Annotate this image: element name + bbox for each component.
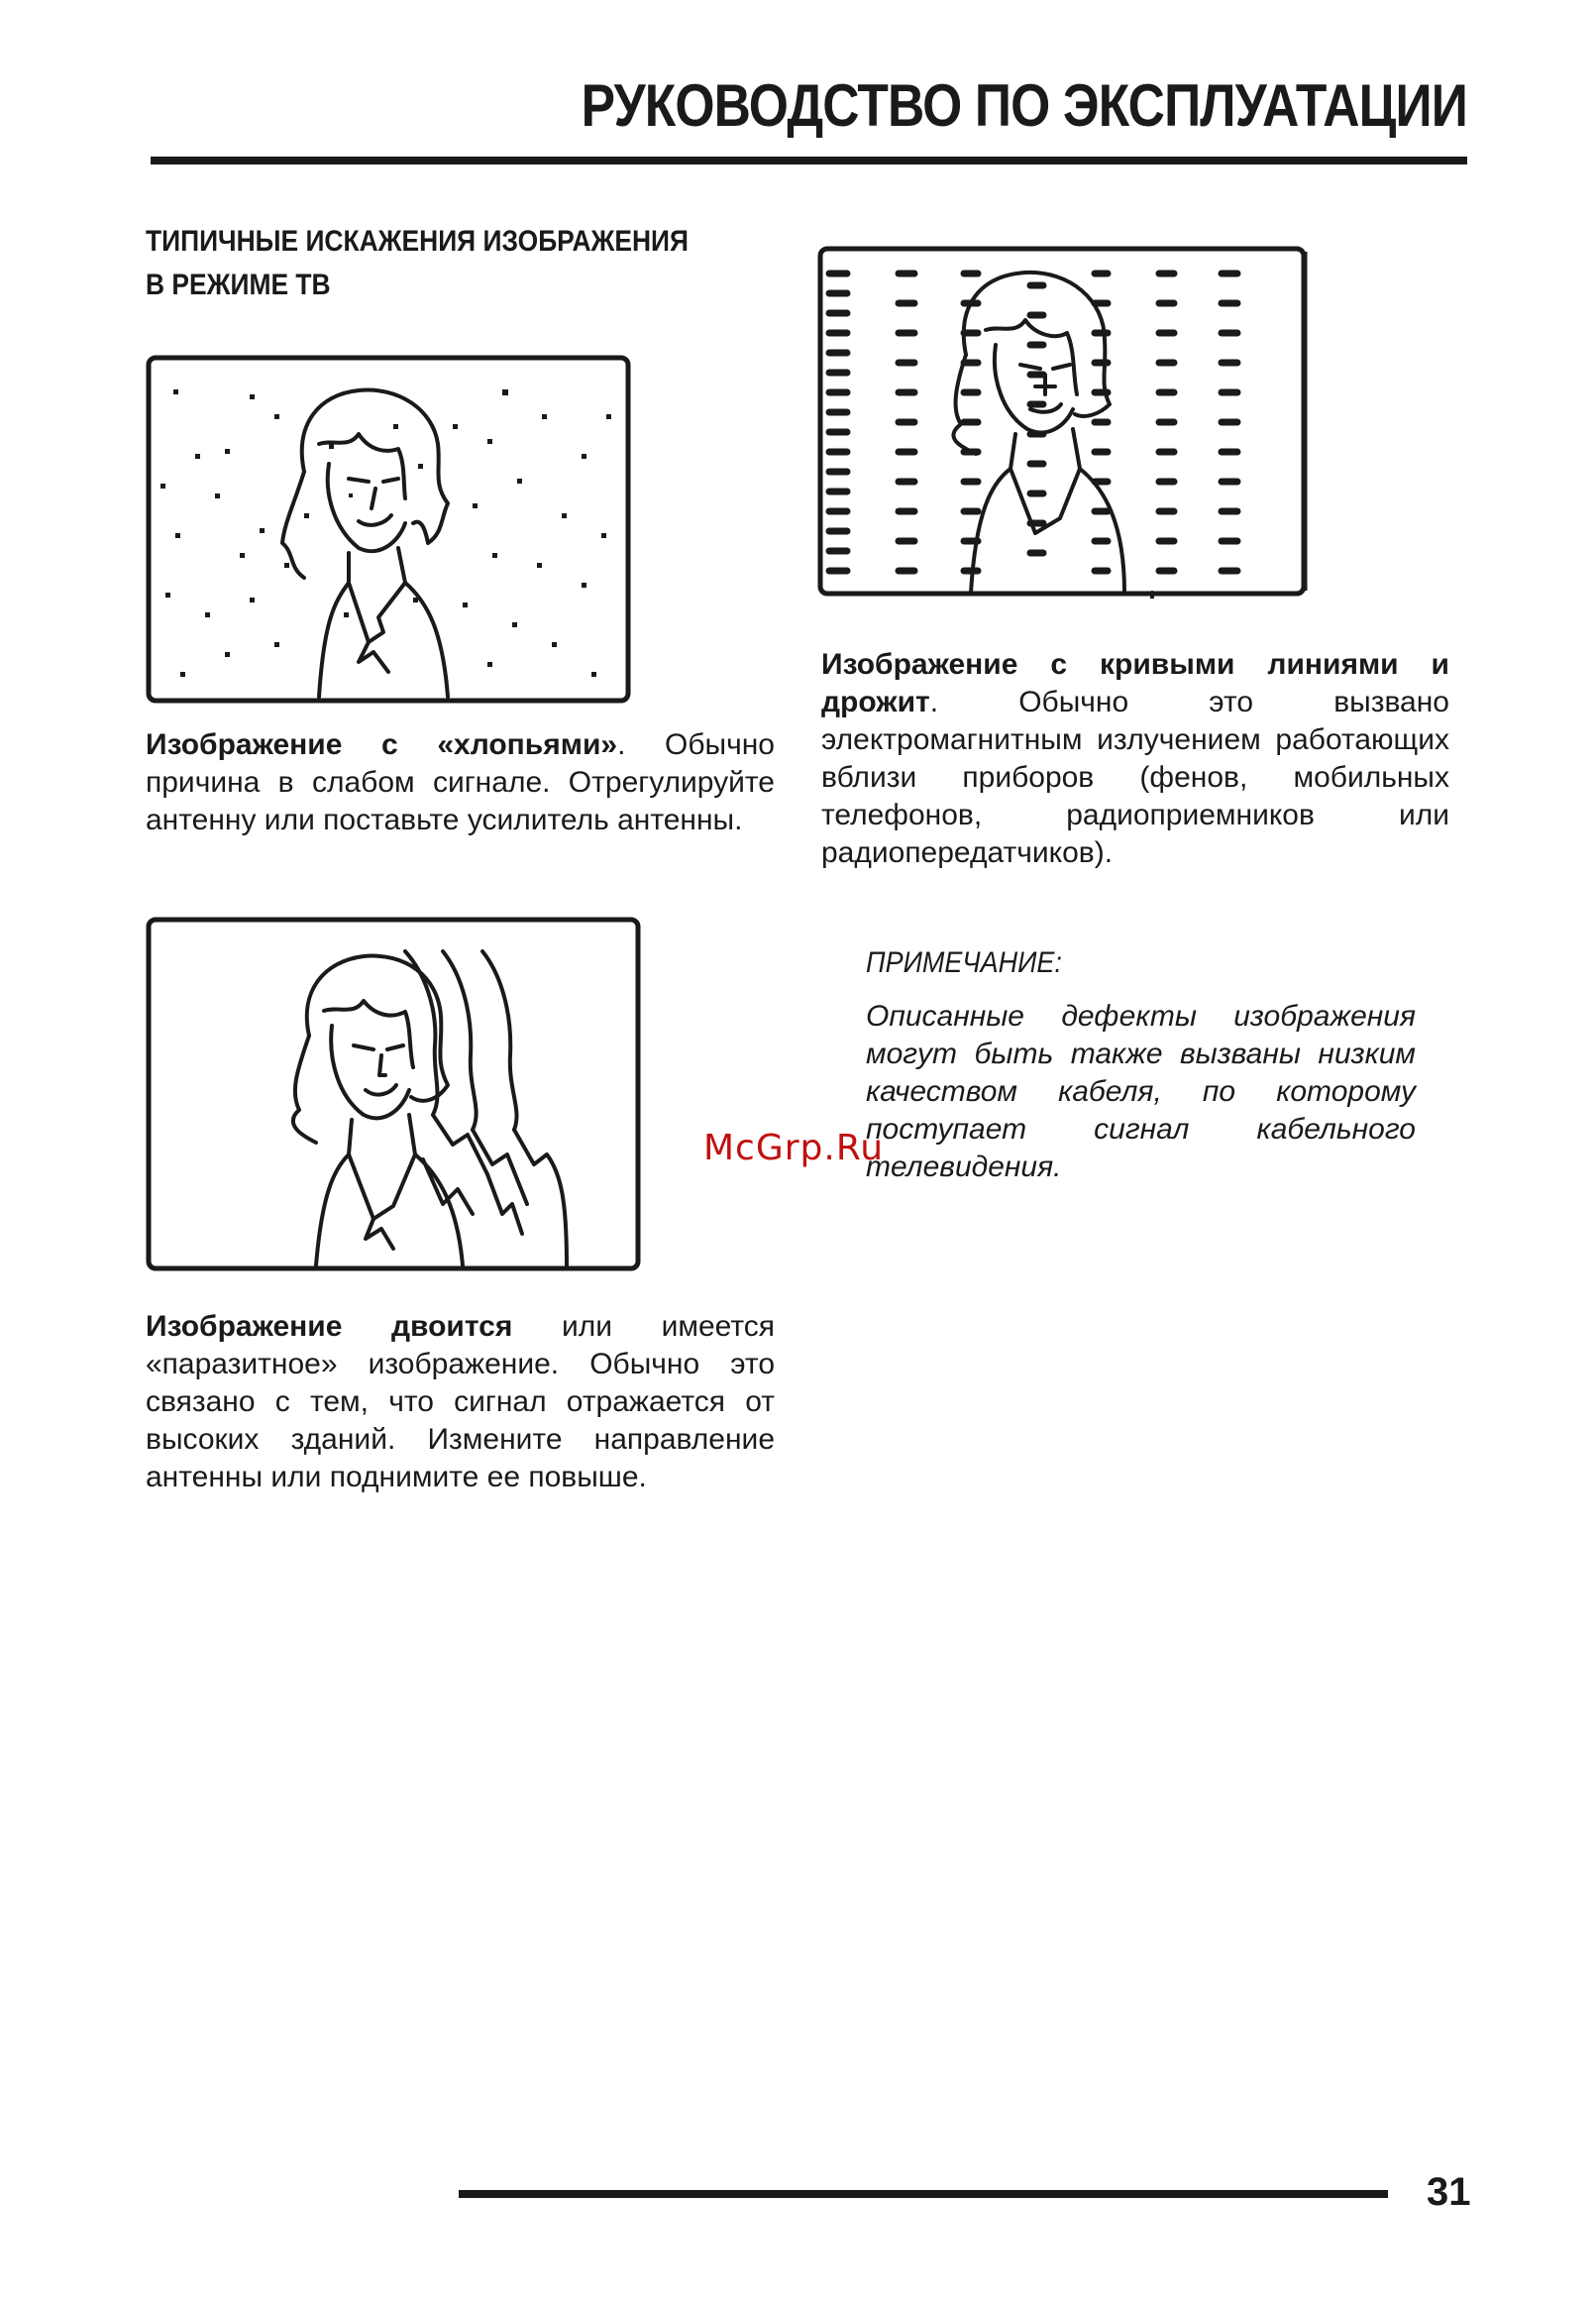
lines-caption-bold: Изображение с кривыми линиями и дрожит xyxy=(821,648,1449,718)
snow-distortion-figure xyxy=(146,355,631,704)
ghost-distortion-illustration xyxy=(146,917,641,1271)
lines-distortion-figure xyxy=(817,246,1310,599)
watermark: McGrp.Ru xyxy=(703,1128,885,1168)
ghost-caption-text: или имеется «паразитное» изображение. Обычно это связано с тем, что сигнал отражается от высоких зданий. Измените направление антенны или поднимите ее повыше. xyxy=(146,1310,775,1493)
footer-rule xyxy=(459,2190,1388,2198)
note-label: ПРИМЕЧАНИЕ: xyxy=(866,946,1062,979)
snow-distortion-illustration xyxy=(146,355,631,704)
snow-caption-bold: Изображение с «хлопьями» xyxy=(146,728,618,761)
section-title-line-2: В РЕЖИМЕ ТВ xyxy=(146,269,331,301)
section-title xyxy=(146,220,690,307)
ghost-distortion-caption xyxy=(146,1308,775,1496)
ghost-caption-bold: Изображение двоится xyxy=(146,1310,513,1343)
note-text: Описанные дефекты изображения могут быть также вызваны низким качеством кабеля, по которому поступает сигнал кабельного телевидения. xyxy=(866,1000,1416,1183)
header-rule xyxy=(151,157,1467,165)
ghost-distortion-figure xyxy=(146,917,641,1271)
lines-distortion-caption xyxy=(821,646,1449,872)
section-title-line-1: ТИПИЧНЫЕ ИСКАЖЕНИЯ ИЗОБРАЖЕНИЯ xyxy=(146,225,690,258)
page-header-title: РУКОВОДСТВО ПО ЭКСПЛУАТАЦИИ xyxy=(581,72,1467,139)
lines-caption-text: . Обычно это вызвано электромагнитным излучением работающих вблизи приборов (фенов, мобильных телефонов, радиоприемников или радиопередатчиков). xyxy=(821,686,1449,869)
snow-distortion-caption xyxy=(146,726,775,839)
lines-distortion-illustration xyxy=(817,246,1310,599)
page-number: 31 xyxy=(1427,2170,1471,2214)
snow-caption-text: . Обычно причина в слабом сигнале. Отрегулируйте антенну или поставьте усилитель антенны. xyxy=(146,728,775,836)
